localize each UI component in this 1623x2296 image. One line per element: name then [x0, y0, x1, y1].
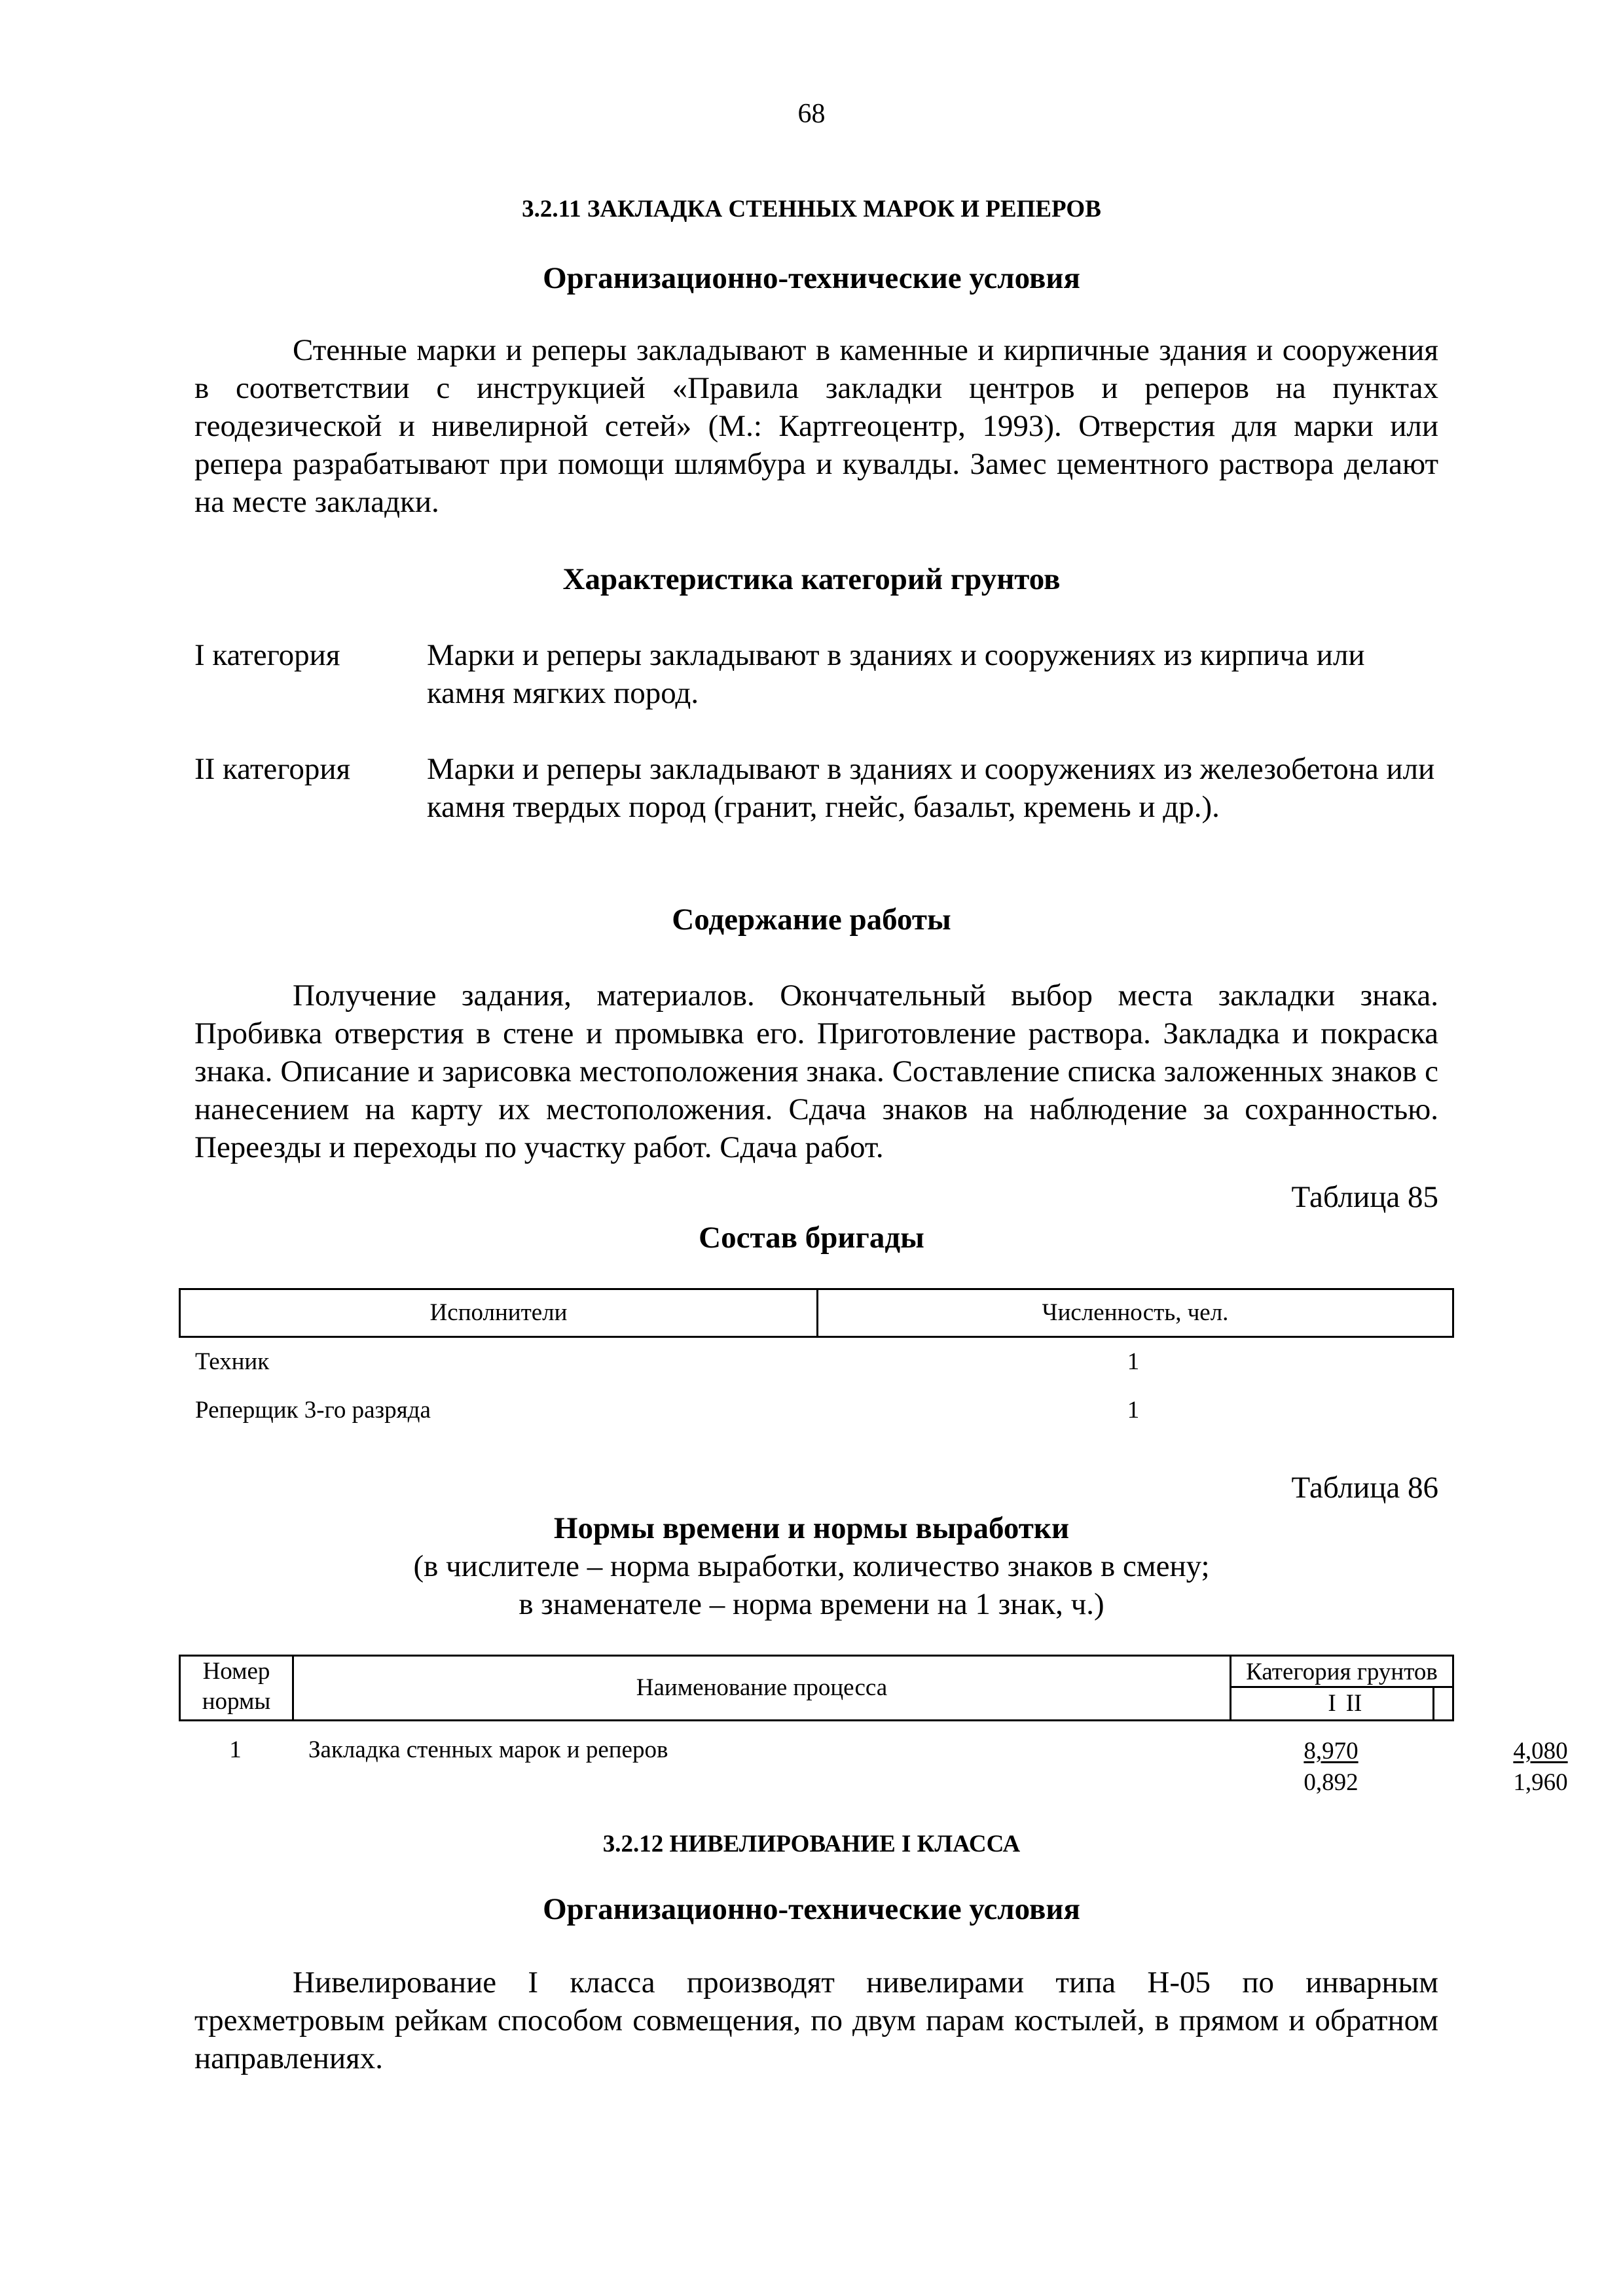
performer-cell: Реперщик 3-го разряда — [195, 1397, 431, 1424]
table-85-title: Состав бригады — [699, 1221, 924, 1255]
header-category-2: II — [1345, 1690, 1362, 1717]
category-description: Марки и реперы закладывают в зданиях и сооружениях из железобетона или камня твердых пород (гранит, гнейс, базальт, кремень и др.). — [427, 752, 1435, 824]
header-headcount: Численность, чел. — [1042, 1299, 1229, 1326]
header-category-1: I — [1231, 1688, 1434, 1719]
table-85-number: Таблица 85 — [1291, 1180, 1438, 1214]
conditions-paragraph: Стенные марки и реперы закладывают в каменные и кирпичные здания и сооружения в соответствии с инструкцией «Правила закладки центров и реперов на пунктах геодезической и нивелирной сетей» (М.: Картгеоцентр, 1993). Отверстия для марки или репера разрабатывают при помощи шлямбура и кувалды. Замес цементного раствора делают на месте закладки. — [194, 333, 1438, 519]
section-title: 3.2.12 НИВЕЛИРОВАНИЕ I КЛАССА — [602, 1831, 1021, 1857]
page-number: 68 — [797, 99, 826, 129]
crew-table — [179, 1288, 1454, 1435]
norm-number-cell: 1 — [229, 1736, 242, 1763]
category-description: Марки и реперы закладывают в зданиях и сооружениях из кирпича или камня мягких пород. — [427, 638, 1365, 710]
headcount-cell: 1 — [1127, 1397, 1140, 1424]
output-norm: 8,970 — [1304, 1738, 1359, 1765]
table-86-number: Таблица 86 — [1291, 1471, 1438, 1505]
header-process-name: Наименование процесса — [294, 1657, 1231, 1719]
section-title: 3.2.11 ЗАКЛАДКА СТЕННЫХ МАРОК И РЕПЕРОВ — [522, 196, 1101, 223]
header-norm-number: Номер нормы — [181, 1657, 294, 1719]
performer-cell: Техник — [195, 1348, 270, 1375]
header-performers: Исполнители — [181, 1290, 818, 1336]
header-soil-category: Категория грунтов — [1231, 1657, 1452, 1688]
table-row — [179, 1721, 1568, 1796]
headcount-cell: 1 — [1127, 1348, 1140, 1375]
time-norm: 1,960 — [1513, 1769, 1568, 1796]
table-86-note-line-1: (в числителе – норма выработки, количество знаков в смену; — [413, 1549, 1210, 1583]
output-norm: 4,080 — [1513, 1738, 1568, 1765]
conditions-paragraph: Нивелирование I класса производят нивелирами типа Н-05 по инварным трехметровым рейкам способом совмещения, по двум парам костылей, в прямом и обратном направлениях. — [194, 1965, 1438, 2075]
work-content-heading: Содержание работы — [672, 903, 951, 937]
category-2-value — [1432, 1736, 1623, 1799]
table-header — [179, 1288, 1454, 1338]
table-row — [179, 1386, 1454, 1435]
soil-categories-heading: Характеристика категорий грунтов — [562, 562, 1061, 596]
conditions-heading: Организационно-технические условия — [543, 261, 1080, 295]
table-86-note-line-2: в знаменателе – норма времени на 1 знак, ч.) — [519, 1587, 1104, 1621]
work-content-paragraph: Получение задания, материалов. Окончательный выбор места закладки знака. Пробивка отверстия в стене и промывка его. Приготовление раствора. Закладка и покраска знака. Описание и зарисовка местоположения знака. Составление списка заложенных знаков с нанесением на карту их местоположения. Сдача знаков на наблюдение за сохранностью. Переезды и переходы по участку работ. Сдача работ. — [194, 978, 1438, 1164]
table-86-title: Нормы времени и нормы выработки — [553, 1511, 1070, 1545]
category-label: I категория — [194, 638, 340, 672]
category-1-value — [1230, 1736, 1432, 1799]
conditions-heading: Организационно-технические условия — [543, 1892, 1080, 1926]
time-norm: 0,892 — [1304, 1769, 1359, 1796]
norms-table — [179, 1655, 1568, 1796]
process-name-cell: Закладка стенных марок и реперов — [308, 1736, 668, 1763]
table-row — [179, 1338, 1454, 1386]
category-label: II категория — [194, 752, 351, 786]
